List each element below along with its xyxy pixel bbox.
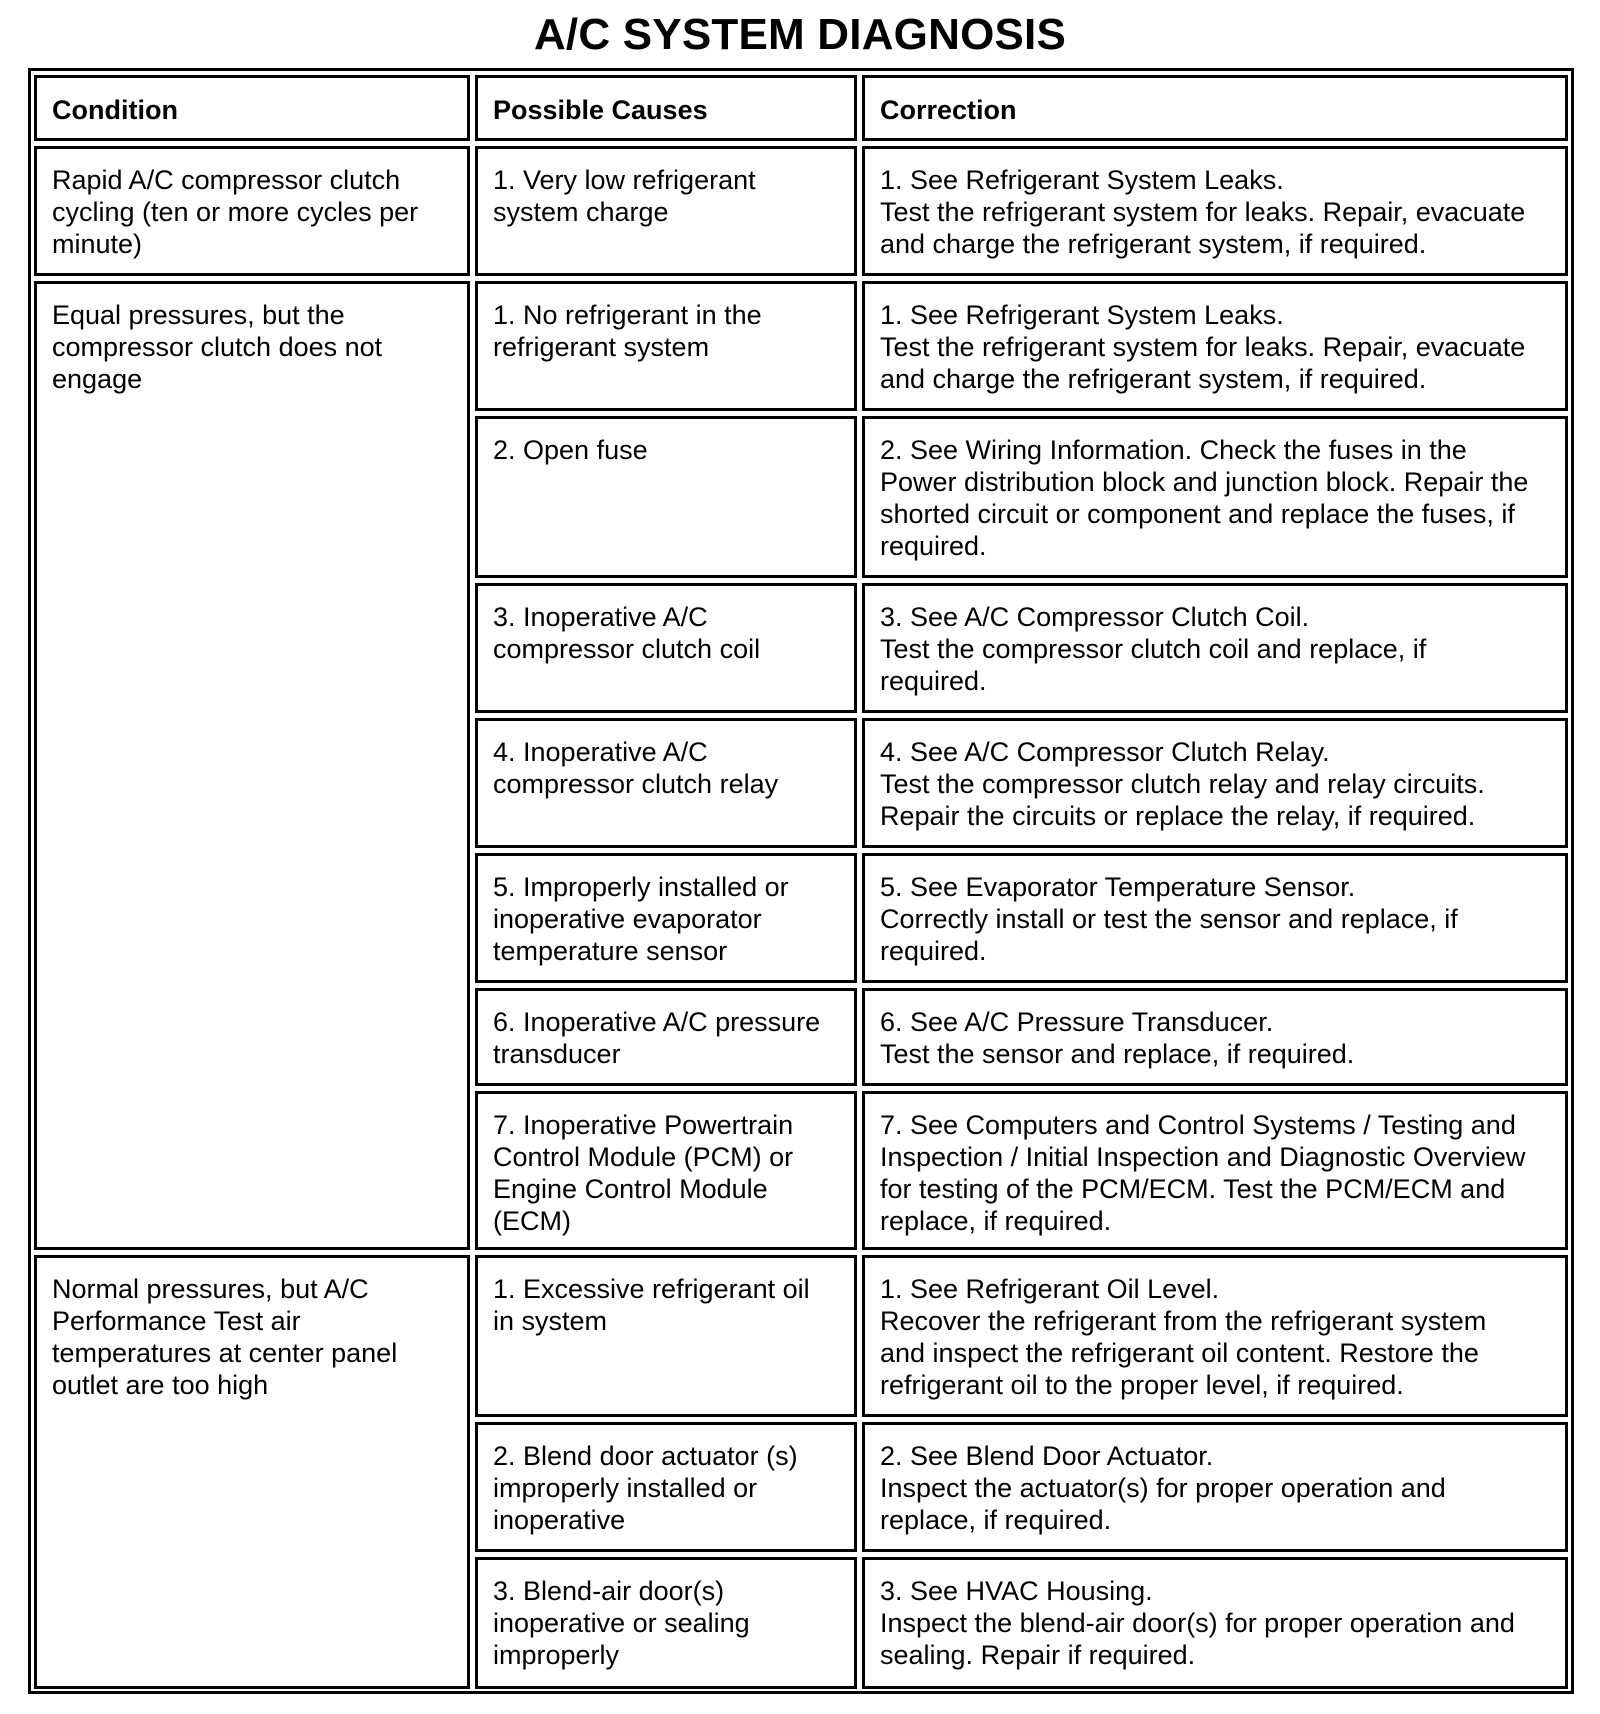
cause-cell: 5. Improperly installed or inoperative evaporator temperature sensor bbox=[475, 853, 857, 983]
correction-cell: 6. See A/C Pressure Transducer. Test the sensor and replace, if required. bbox=[862, 988, 1568, 1086]
header-condition: Condition bbox=[34, 75, 470, 141]
cause-cell: 3. Blend-air door(s) inoperative or sealing improperly bbox=[475, 1557, 857, 1689]
condition-cell-normal-pressures: Normal pressures, but A/C Performance Test air temperatures at center panel outlet are too high bbox=[34, 1255, 470, 1689]
cause-cell: 6. Inoperative A/C pressure transducer bbox=[475, 988, 857, 1086]
cause-cell: 3. Inoperative A/C compressor clutch coil bbox=[475, 583, 857, 713]
condition-cell-equal-pressures: Equal pressures, but the compressor clutch does not engage bbox=[34, 281, 470, 1250]
cause-cell: 2. Blend door actuator (s) improperly installed or inoperative bbox=[475, 1422, 857, 1552]
correction-cell: 3. See HVAC Housing. Inspect the blend-air door(s) for proper operation and sealing. Repair if required. bbox=[862, 1557, 1568, 1689]
correction-cell: 4. See A/C Compressor Clutch Relay. Test the compressor clutch relay and relay circuits. Repair the circuits or replace the relay, if required. bbox=[862, 718, 1568, 848]
header-possible-causes: Possible Causes bbox=[475, 75, 857, 141]
correction-cell: 1. See Refrigerant Oil Level. Recover the refrigerant from the refrigerant system and inspect the refrigerant oil content. Restore the refrigerant oil to the proper level, if required. bbox=[862, 1255, 1568, 1417]
page-title: A/C SYSTEM DIAGNOSIS bbox=[533, 10, 1067, 59]
correction-cell: 5. See Evaporator Temperature Sensor. Correctly install or test the sensor and replace, if required. bbox=[862, 853, 1568, 983]
cause-cell: 1. No refrigerant in the refrigerant system bbox=[475, 281, 857, 411]
correction-cell: 2. See Blend Door Actuator. Inspect the actuator(s) for proper operation and replace, if required. bbox=[862, 1422, 1568, 1552]
correction-cell: 7. See Computers and Control Systems / Testing and Inspection / Initial Inspection and Diagnostic Overview for testing of the PCM/ECM. Test the PCM/ECM and replace, if required. bbox=[862, 1091, 1568, 1250]
cause-cell: 4. Inoperative A/C compressor clutch relay bbox=[475, 718, 857, 848]
cause-cell: 1. Excessive refrigerant oil in system bbox=[475, 1255, 857, 1417]
condition-cell-rapid-cycling: Rapid A/C compressor clutch cycling (ten or more cycles per minute) bbox=[34, 146, 470, 276]
correction-cell: 1. See Refrigerant System Leaks. Test the refrigerant system for leaks. Repair, evacuate and charge the refrigerant system, if required. bbox=[862, 146, 1568, 276]
cause-cell: 2. Open fuse bbox=[475, 416, 857, 578]
correction-cell: 2. See Wiring Information. Check the fuses in the Power distribution block and junction block. Repair the shorted circuit or component and replace the fuses, if required. bbox=[862, 416, 1568, 578]
cause-cell: 7. Inoperative Powertrain Control Module (PCM) or Engine Control Module (ECM) bbox=[475, 1091, 857, 1250]
header-correction: Correction bbox=[862, 75, 1568, 141]
cause-cell: 1. Very low refrigerant system charge bbox=[475, 146, 857, 276]
correction-cell: 1. See Refrigerant System Leaks. Test the refrigerant system for leaks. Repair, evacuate and charge the refrigerant system, if required. bbox=[862, 281, 1568, 411]
correction-cell: 3. See A/C Compressor Clutch Coil. Test the compressor clutch coil and replace, if required. bbox=[862, 583, 1568, 713]
